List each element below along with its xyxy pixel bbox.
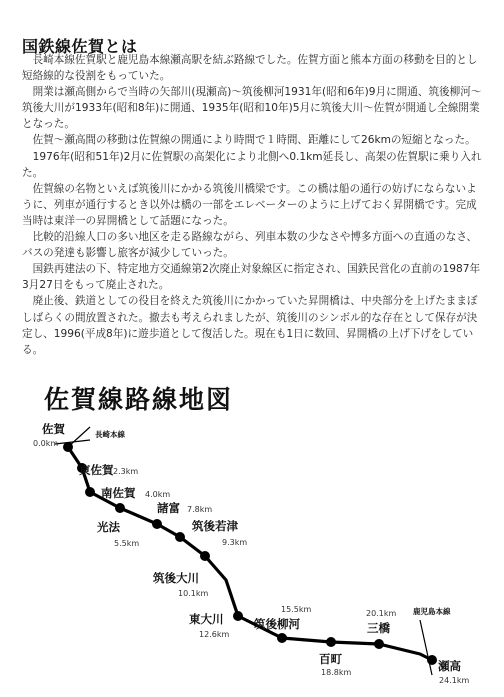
station[interactable] xyxy=(97,503,139,548)
station-km: 5.5km xyxy=(114,539,140,548)
station-dot xyxy=(427,655,437,665)
station-name: 瀬高 xyxy=(438,659,461,673)
paragraph: 長崎本線佐賀駅と鹿児島本線瀬高駅を結ぶ路線でした。佐賀方面と熊本方面の移動を目的とし短絡線的な役割をもっていた。 xyxy=(22,54,478,83)
station-dot xyxy=(200,551,210,561)
station-name: 筑後若津 xyxy=(192,519,238,533)
station-name: 百町 xyxy=(319,652,342,666)
paragraph: 佐賀～瀬高間の移動は佐賀線の開通により時間で１時間、距離にして26kmの短縮となった。 xyxy=(32,134,476,147)
station-km: 2.3km xyxy=(113,467,139,476)
station-km: 15.5km xyxy=(281,605,312,614)
station-dot xyxy=(115,503,125,513)
station-name: 東大川 xyxy=(189,612,224,626)
station-name: 筑後大川 xyxy=(153,571,199,585)
paragraph: 佐賀線の名物といえば筑後川にかかる筑後川橋梁です。この橋は船の通行の妨げにならないように、列車が通行するとき以外は橋の一部をエレベーターのように上げておく昇開橋です。完成当時は東洋一の昇開橋として話題になった。 xyxy=(22,182,477,227)
paragraph: 国鉄再建法の下、特定地方交通線第2次廃止対象線区に指定され、国鉄民営化の直前の1987年3月27日をもって廃止された。 xyxy=(22,263,481,292)
station-km: 18.8km xyxy=(321,668,352,677)
station-dot xyxy=(326,637,336,647)
map-title: 佐賀線路線地図 xyxy=(44,385,234,414)
station-km: 10.1km xyxy=(178,589,209,598)
paragraph: 廃止後、鉄道としての役目を終えた筑後川にかかっていた昇開橋は、中央部分を上げたままぼしばらくの間放置された。撤去も考えられましたが、筑後川のシンボル的な存在として保存が決定し、1996(平成8年)に遊歩道として復活した。現在も1日に数回、昇開橋の上げ下げをしている。 xyxy=(22,295,478,356)
station-name: 光法 xyxy=(97,520,120,534)
station[interactable] xyxy=(152,551,210,598)
station-name: 佐賀 xyxy=(42,422,65,436)
station-km: 4.0km xyxy=(145,490,171,499)
paragraph: 1976年(昭和51年)2月に佐賀駅の高架化により北側へ0.1km延長し、高架の佐賀駅に乗り入れた。 xyxy=(22,150,482,179)
station-name: 東佐賀 xyxy=(79,463,114,477)
station-dot xyxy=(152,519,162,529)
nagasaki-line-label: 長崎本線 xyxy=(95,430,125,439)
article-title: 国鉄線佐賀とは xyxy=(22,37,138,56)
kagoshima-line-label: 鹿児島本線 xyxy=(413,607,451,616)
station-km: 24.1km xyxy=(439,676,470,685)
station-dot xyxy=(85,487,95,497)
paragraph: 比較的沿線人口の多い地区を走る路線ながら、列車本数の少なさや博多方面への直通のなさ、バスの発達も影響し旅客が減少していった。 xyxy=(22,231,478,260)
station-dot xyxy=(277,633,287,643)
station[interactable] xyxy=(33,422,73,452)
paragraph: 開業は瀬高側からで当時の矢部川(現瀬高)～筑後柳河1931年(昭和6年)9月に開通、筑後柳河～筑後大川が1933年(昭和8年)に開通、1935年(昭和10年)5月に筑後大川～佐賀が開通し全線開業となった。 xyxy=(22,86,482,131)
station-dot xyxy=(63,442,73,452)
station[interactable] xyxy=(189,611,243,639)
station-name: 諸富 xyxy=(157,501,180,515)
station-dot xyxy=(374,639,384,649)
kagoshima-line xyxy=(420,620,432,675)
station[interactable] xyxy=(253,605,311,643)
station-km: 9.3km xyxy=(222,538,248,547)
station-name: 南佐賀 xyxy=(101,486,136,500)
station-name: 三橋 xyxy=(367,621,390,635)
station[interactable] xyxy=(77,463,138,477)
station-dot xyxy=(233,611,243,621)
station-km: 12.6km xyxy=(199,630,230,639)
station-dot xyxy=(175,532,185,542)
station[interactable] xyxy=(427,655,469,685)
station-km: 0.0km xyxy=(33,439,59,448)
station-km: 7.8km xyxy=(187,505,213,514)
station-name: 筑後柳河 xyxy=(254,617,300,631)
station-km: 20.1km xyxy=(366,609,397,618)
